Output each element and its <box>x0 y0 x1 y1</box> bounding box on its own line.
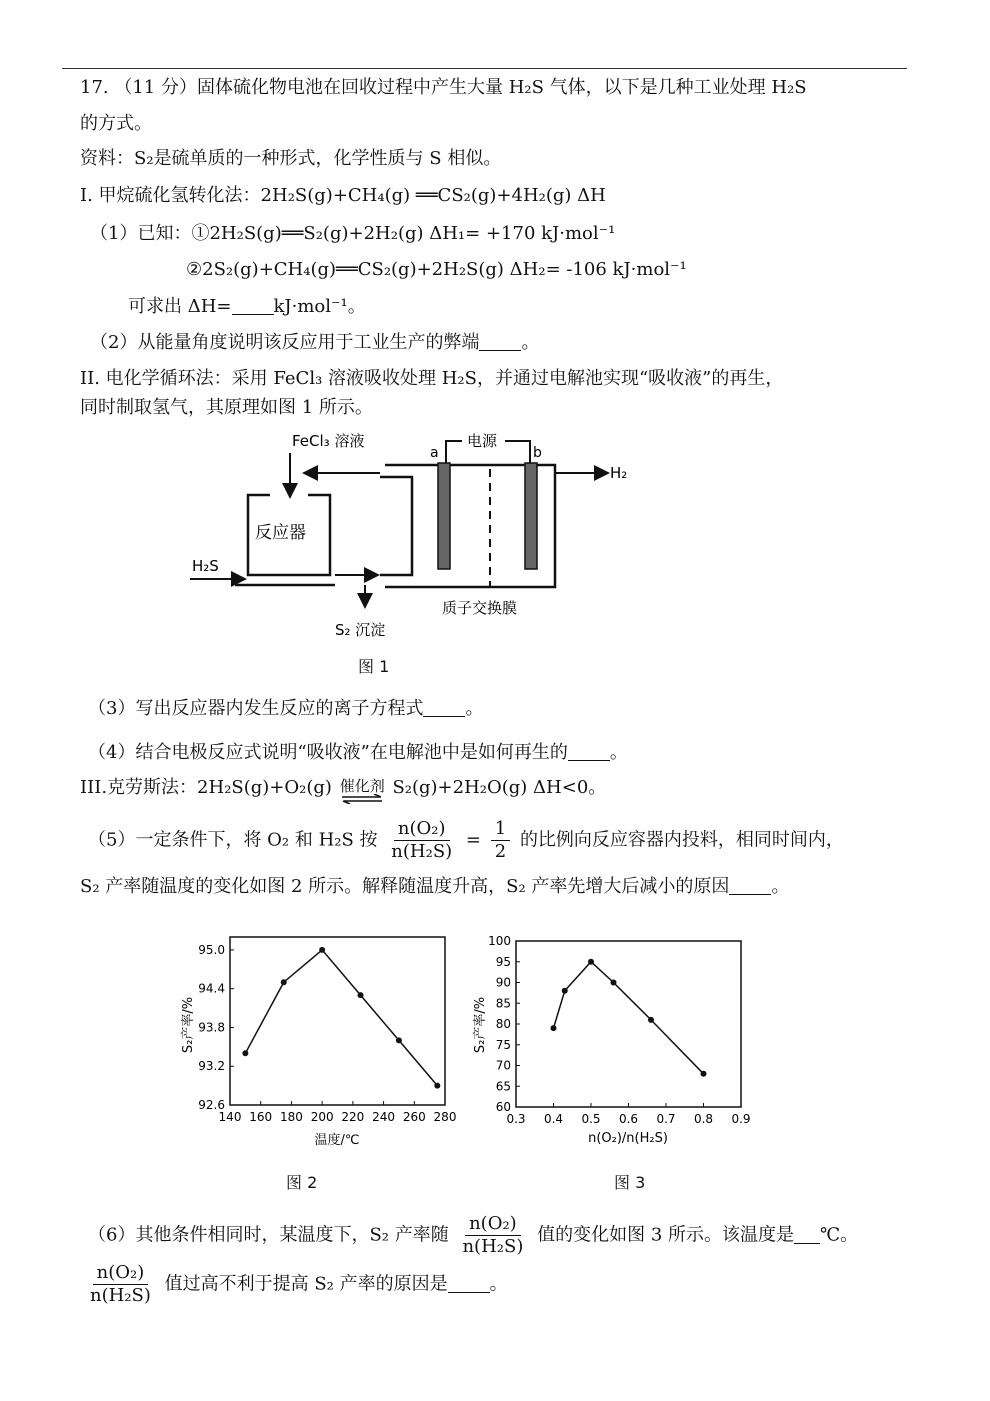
c3-data-point <box>611 980 617 986</box>
chart3-frame <box>516 941 741 1107</box>
q3-text: （3）写出反应器内发生反应的离子方程式 <box>88 698 424 719</box>
q3 <box>88 697 483 721</box>
q17-line2: 的方式。 <box>80 113 152 134</box>
q3-end: 。 <box>465 698 484 719</box>
header-rule <box>62 68 907 69</box>
method-2-title: II. 电化学循环法：采用 FeCl₃ 溶液吸收处理 H₂S，并通过电解池实现“吸收液”的再生， <box>80 368 784 389</box>
fecl3-label: FeCl₃ 溶液 <box>292 432 365 450</box>
c2-data-point <box>358 992 364 998</box>
c2-ytick-label: 93.8 <box>198 1020 225 1035</box>
figure-2-chart <box>170 925 470 1150</box>
q1-known-1: （1）已知：①2H₂S(g)══S₂(g)+2H₂(g) ΔH₁= +170 kJ·mol⁻¹ <box>90 223 616 244</box>
c3-ytick-label: 100 <box>488 934 511 948</box>
c3-ytick-label: 60 <box>495 1100 511 1114</box>
method-3-title <box>80 776 606 804</box>
q6-fraction: $\frac{\text{n(O₂)}}{\text{n(H₂S)}}$ <box>462 1213 524 1257</box>
q4-end: 。 <box>609 742 628 763</box>
power-source-label: 电源 <box>467 432 498 450</box>
c3-ytick-label: 80 <box>495 1017 511 1031</box>
q6-end: 。 <box>489 1273 508 1295</box>
chart3-series-line <box>554 962 704 1074</box>
q6 <box>88 1213 858 1258</box>
s2-precipitate-label: S₂ 沉淀 <box>335 621 386 639</box>
figure-3-chart <box>470 925 760 1150</box>
figure-2-caption: 图 2 <box>286 1173 318 1192</box>
answer-blank-1[interactable] <box>232 296 274 315</box>
c3-xtick-label: 0.9 <box>731 1112 751 1126</box>
equilibrium-arrow <box>340 778 385 804</box>
answer-blank-5[interactable] <box>729 876 771 895</box>
q5 <box>88 818 844 863</box>
c3-data-point <box>562 988 568 994</box>
answer-blank-6[interactable] <box>794 1225 820 1244</box>
q6-text-mid: 值的变化如图 3 所示。该温度是 <box>537 1224 794 1246</box>
method-1-title: I. 甲烷硫化氢转化法：2H₂S(g)+CH₄(g) ══CS₂(g)+4H₂(g) ΔH <box>80 185 606 206</box>
h2s-label: H₂S <box>192 557 219 575</box>
chart3-ylabel: S₂产率/% <box>473 996 488 1054</box>
q6-text: （6）其他条件相同时，某温度下，S₂ 产率随 <box>88 1224 449 1246</box>
c3-xtick-label: 0.8 <box>693 1112 714 1126</box>
chart3-xlabel: n(O₂)/n(H₂S) <box>588 1131 668 1146</box>
claus-reactants: III.克劳斯法：2H₂S(g)+O₂(g) <box>80 777 332 798</box>
answer-blank-7[interactable] <box>448 1274 490 1293</box>
q5-text: （5）一定条件下，将 O₂ 和 H₂S 按 <box>88 829 378 851</box>
c2-xtick-label: 280 <box>433 1110 457 1124</box>
catalyst-label: 催化剂 <box>339 777 385 795</box>
electrode-b <box>525 463 537 569</box>
c2-xtick-label: 200 <box>310 1110 334 1124</box>
c3-data-point <box>648 1017 654 1023</box>
c3-ytick-label: 70 <box>495 1058 511 1073</box>
q1-answer-label: 可求出 ΔH= <box>128 296 232 317</box>
c3-data-point <box>588 959 594 965</box>
c2-ytick-label: 93.2 <box>198 1059 225 1074</box>
c2-xtick-label: 220 <box>341 1110 365 1124</box>
c2-ytick-label: 95.0 <box>198 942 225 957</box>
electrode-a-label: a <box>430 445 439 461</box>
figure-1-diagram <box>180 425 650 645</box>
electrode-a <box>438 463 450 569</box>
c2-ytick-label: 92.6 <box>198 1098 225 1112</box>
resource-note: 资料：S₂是硫单质的一种形式，化学性质与 S 相似。 <box>80 148 502 169</box>
q4-text: （4）结合电极反应式说明“吸收液”在电解池中是如何再生的 <box>88 742 568 763</box>
h2-label: H₂ <box>610 464 628 482</box>
answer-blank-2[interactable] <box>479 332 521 351</box>
c2-xtick-label: 160 <box>249 1110 273 1124</box>
c3-data-point <box>551 1025 557 1031</box>
q6-line2 <box>86 1262 508 1307</box>
reactor-label: 反应器 <box>255 523 306 543</box>
c2-data-point <box>319 947 325 953</box>
c2-data-point <box>281 979 287 985</box>
chart2-series-line <box>245 950 437 1086</box>
c2-xtick-label: 240 <box>372 1110 396 1124</box>
q2-text: （2）从能量角度说明该反应用于工业生产的弊端 <box>90 332 480 353</box>
c2-ytick-label: 94.4 <box>198 981 225 996</box>
q2 <box>90 331 539 355</box>
c3-xtick-label: 0.7 <box>656 1112 676 1126</box>
figure-3-caption: 图 3 <box>614 1173 646 1192</box>
c2-xtick-label: 180 <box>279 1110 303 1124</box>
q6-fraction-2: $\frac{\text{n(O₂)}}{\text{n(H₂S)}}$ <box>90 1262 151 1306</box>
c3-xtick-label: 0.5 <box>581 1112 601 1126</box>
q5-line2-text: S₂ 产率随温度的变化如图 2 所示。解释随温度升高，S₂ 产率先增大后减小的原因 <box>80 876 730 897</box>
c3-ytick-label: 65 <box>495 1079 511 1094</box>
q1-answer <box>128 295 366 319</box>
q5-line2 <box>80 875 789 899</box>
figure-1-caption: 图 1 <box>358 657 390 676</box>
answer-blank-4[interactable] <box>568 742 610 761</box>
c3-ytick-label: 95 <box>495 954 511 969</box>
electrode-b-label: b <box>533 445 542 461</box>
chart2-ylabel: S₂产率/% <box>181 996 196 1054</box>
chart2-xlabel: 温度/℃ <box>314 1133 360 1148</box>
ratio-fraction: $\frac{\text{n(O₂)}}{\text{n(H₂S)}}$ <box>391 818 453 862</box>
membrane-label: 质子交换膜 <box>442 599 518 617</box>
q2-end: 。 <box>521 332 540 353</box>
c3-xtick-label: 0.4 <box>543 1112 564 1126</box>
c3-ytick-label: 75 <box>495 1037 511 1052</box>
c2-data-point <box>242 1050 248 1056</box>
c3-ytick-label: 90 <box>495 975 511 990</box>
q17-line1: 17. （11 分）固体硫化物电池在回收过程中产生大量 H₂S 气体，以下是几种工业处理 H₂S <box>80 77 807 98</box>
c2-data-point <box>396 1037 402 1043</box>
q4 <box>88 741 628 765</box>
c3-xtick-label: 0.6 <box>618 1112 639 1126</box>
q1-answer-unit: kJ·mol⁻¹。 <box>273 296 366 317</box>
c2-data-point <box>434 1083 440 1089</box>
claus-products: S₂(g)+2H₂O(g) ΔH<0。 <box>392 777 607 798</box>
q6-line2-text: 值过高不利于提高 S₂ 产率的原因是 <box>164 1273 448 1295</box>
q5-end: 。 <box>771 876 790 897</box>
c3-data-point <box>701 1071 707 1077</box>
c3-xtick-label: 0.3 <box>506 1112 526 1126</box>
c2-xtick-label: 140 <box>218 1110 242 1124</box>
q6-unit: ℃。 <box>820 1224 859 1246</box>
c2-xtick-label: 260 <box>402 1110 426 1124</box>
answer-blank-3[interactable] <box>423 698 465 717</box>
c3-ytick-label: 85 <box>495 996 511 1011</box>
q5-text-end: 的比例向反应容器内投料，相同时间内， <box>519 829 844 851</box>
equals-sign: = <box>465 829 482 851</box>
q1-known-2: ②2S₂(g)+CH₄(g)══CS₂(g)+2H₂S(g) ΔH₂= -106 kJ·mol⁻¹ <box>186 259 687 280</box>
ratio-value: $\frac{1}{2}$ <box>491 818 510 863</box>
method-2-line2: 同时制取氢气，其原理如图 1 所示。 <box>80 397 373 418</box>
